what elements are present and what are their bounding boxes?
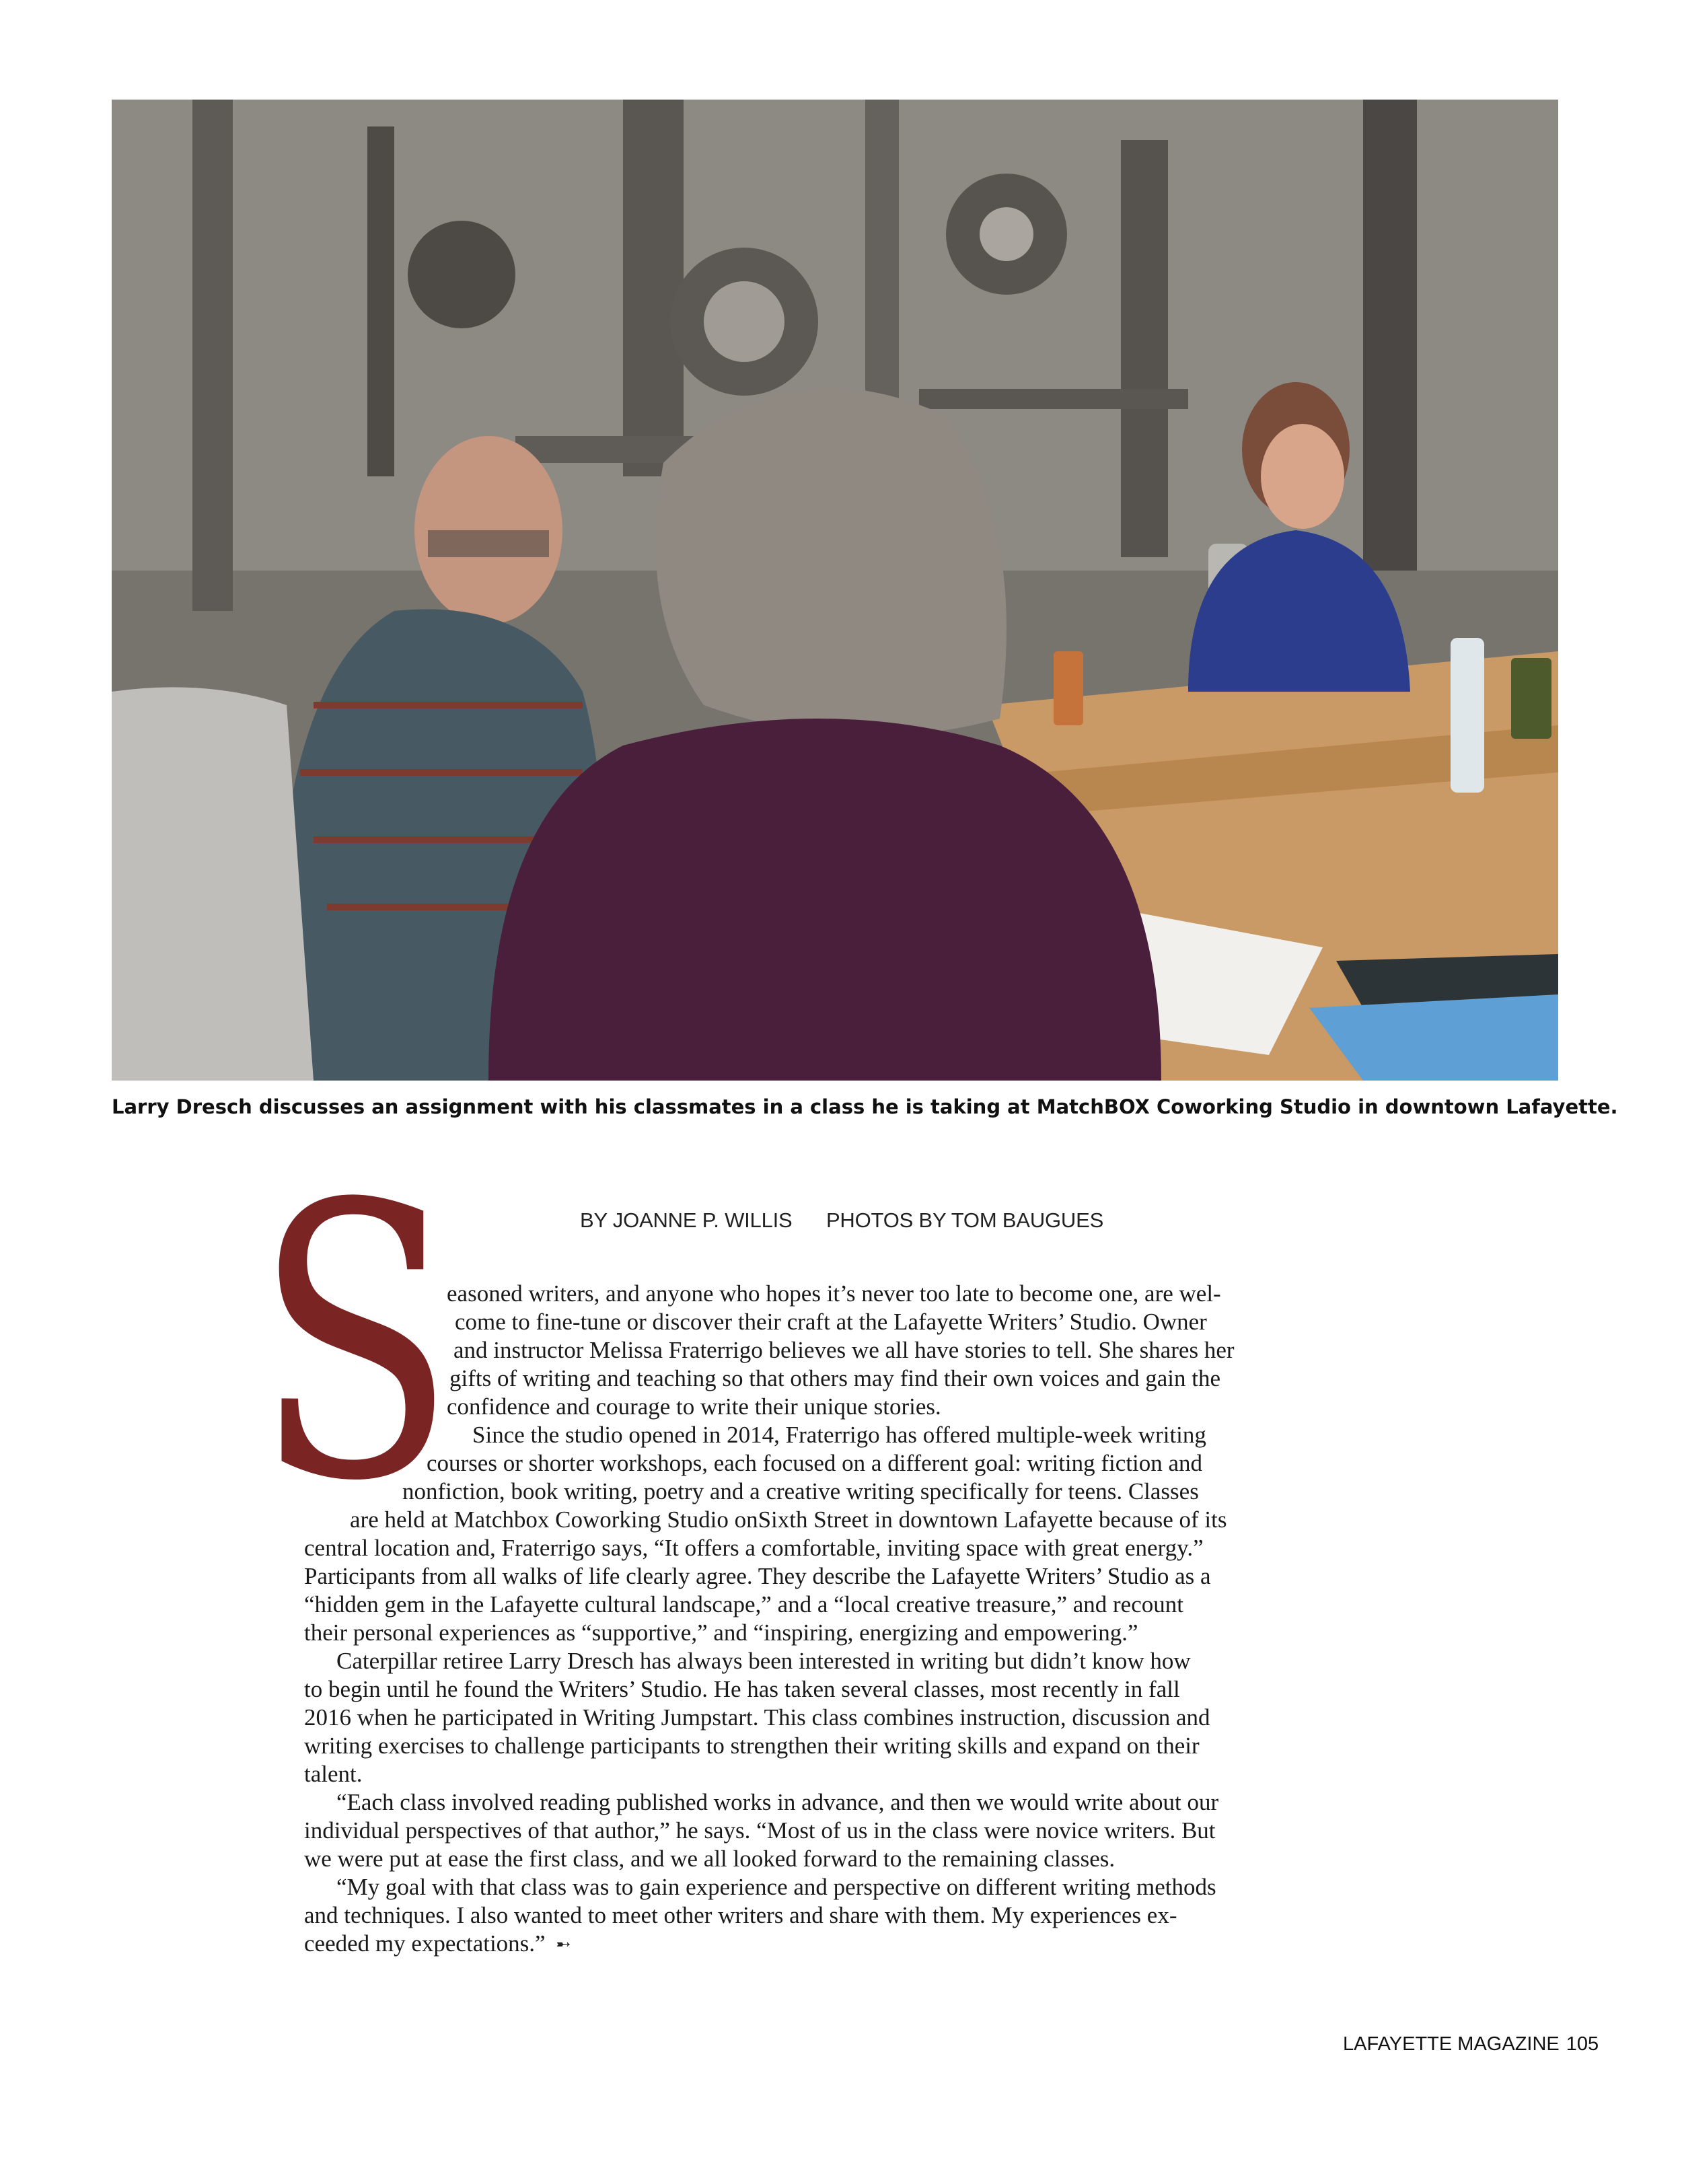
- article-line: “Each class involved reading published works in advance, and then we would write about our: [336, 1789, 1219, 1815]
- article-line: confidence and courage to write their unique stories.: [447, 1393, 941, 1420]
- article-line: “My goal with that class was to gain experience and perspective on different writing methods: [336, 1874, 1216, 1900]
- photo-illustration: [112, 100, 1558, 1081]
- article-line: courses or shorter workshops, each focused on a different goal: writing fiction and: [427, 1450, 1203, 1476]
- article-line: and instructor Melissa Fraterrigo believes we all have stories to tell. She shares her: [453, 1337, 1235, 1363]
- article-line: Since the studio opened in 2014, Fraterrigo has offered multiple-week writing: [472, 1422, 1206, 1448]
- author-credit: BY JOANNE P. WILLIS: [580, 1208, 793, 1232]
- article-line: writing exercises to challenge participants to strengthen their writing skills and expand on their: [304, 1733, 1200, 1759]
- page-number: 105: [1566, 2033, 1599, 2055]
- article-line: easoned writers, and anyone who hopes it’s never too late to become one, are wel-: [447, 1280, 1221, 1307]
- article-line: Caterpillar retiree Larry Dresch has always been interested in writing but didn’t know how: [336, 1648, 1191, 1674]
- article-line: and techniques. I also wanted to meet other writers and share with them. My experiences ex-: [304, 1902, 1177, 1928]
- byline: [580, 1208, 1103, 1233]
- drop-cap: S: [254, 1125, 456, 1564]
- article-line: “hidden gem in the Lafayette cultural landscape,” and a “local creative treasure,” and recount: [304, 1591, 1183, 1617]
- article-line: individual perspectives of that author,” he says. “Most of us in the class were novice writers. But: [304, 1817, 1216, 1844]
- article-line: Participants from all walks of life clearly agree. They describe the Lafayette Writers’ Studio as a: [304, 1563, 1211, 1589]
- article-line: their personal experiences as “supportive,” and “inspiring, energizing and empowering.”: [304, 1619, 1138, 1646]
- article-line: 2016 when he participated in Writing Jumpstart. This class combines instruction, discussion and: [304, 1704, 1210, 1731]
- article-line: we were put at ease the first class, and we all looked forward to the remaining classes.: [304, 1846, 1116, 1872]
- article-line-text: ceeded my expectations.”: [304, 1930, 546, 1957]
- photo-credit: PHOTOS BY TOM BAUGUES: [826, 1208, 1104, 1232]
- article-line: central location and, Fraterrigo says, “It offers a comfortable, inviting space with great energy.”: [304, 1535, 1204, 1561]
- photo-caption: Larry Dresch discusses an assignment with his classmates in a class he is taking at MatchBOX Coworking Studio in downtown Lafayette.: [112, 1095, 1618, 1118]
- article-line: are held at Matchbox Coworking Studio onSixth Street in downtown Lafayette because of its: [350, 1506, 1227, 1533]
- article-line: come to fine-tune or discover their craft at the Lafayette Writers’ Studio. Owner: [455, 1309, 1207, 1335]
- article-line: gifts of writing and teaching so that others may find their own voices and gain the: [449, 1365, 1220, 1391]
- folio: [1343, 2033, 1599, 2055]
- publication-name: LAFAYETTE MAGAZINE: [1343, 2033, 1560, 2055]
- end-of-article-icon: ➸: [556, 1934, 571, 1955]
- article-line: nonfiction, book writing, poetry and a creative writing specifically for teens. Classes: [402, 1478, 1199, 1504]
- article-line-last: [304, 1930, 571, 1958]
- article-line: to begin until he found the Writers’ Studio. He has taken several classes, most recently in fall: [304, 1676, 1180, 1702]
- article-line: talent.: [304, 1761, 363, 1787]
- article-photo: [112, 100, 1558, 1081]
